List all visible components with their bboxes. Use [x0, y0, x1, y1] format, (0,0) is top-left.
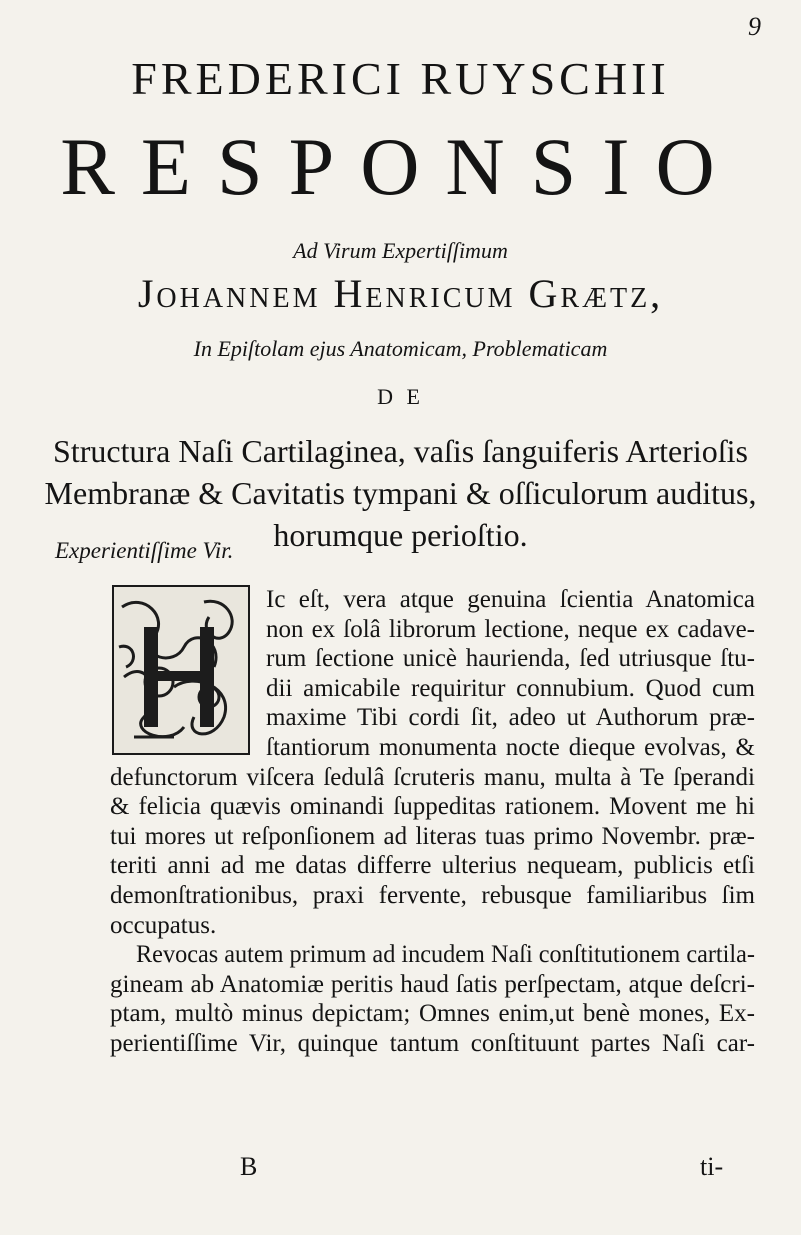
- salutation: Experientiſſime Vir.: [55, 538, 234, 563]
- text-line: non ex ſolâ librorum lectione, neque ex cadave-: [266, 615, 755, 643]
- text-line: defunctorum viſcera ſedulâ ſcruteris manu, multa à Te ſperandi: [110, 763, 755, 791]
- title-line: horumque perioſtio.: [273, 517, 528, 553]
- subject-prefix: In Epiſtolam ejus Anatomicam, Problematicam: [193, 336, 608, 361]
- body-text: [110, 585, 755, 1059]
- text-line: Revocas autem primum ad incudem Naſi conſtitutionem cartila-: [136, 941, 755, 969]
- text-line: & felicia quævis ominandi ſuppeditas rationem. Movent me hi: [110, 793, 755, 821]
- text-line: perientiſſime Vir, quinque tantum conſtituunt partes Naſi car-: [110, 1029, 755, 1057]
- de-line: D E: [377, 384, 424, 409]
- title-heading: RESPONSIO: [60, 121, 741, 212]
- text-line: gineam ab Anatomiæ peritis haud ſatis perſpectam, atque deſcri-: [110, 970, 755, 998]
- signature-mark: B: [240, 1152, 258, 1181]
- text-line: tui mores ut reſponſionem ad literas tuas primo Novembr. præ-: [110, 822, 755, 850]
- text-line: teriti anni ad me datas differre ulterius nequeam, publicis etſi: [110, 852, 755, 880]
- text-line: rum ſectione unicè haurienda, ſed utriusque ſtu-: [266, 645, 755, 673]
- title-line: Membranæ & Cavitatis tympani & oſſiculorum auditus,: [44, 475, 757, 511]
- catchword: ti-: [700, 1152, 724, 1181]
- dedication-prefix: Ad Virum Expertiſſimum: [293, 238, 508, 263]
- text-line: ptam, multò minus depictam; Omnes enim,ut benè mones, Ex-: [110, 1000, 755, 1028]
- author-heading: FREDERICI RUYSCHII: [131, 53, 670, 104]
- addressee-name: Johannem Henricum Grætz,: [137, 271, 664, 316]
- text-line: demonſtrationibus, praxi fervente, rebusque familiaribus ſim: [110, 881, 755, 909]
- text-line: dii amicabile requiritur connubium. Quod cum: [266, 674, 755, 702]
- title-line: Structura Naſi Cartilaginea, vaſis ſanguiferis Arterioſis: [53, 433, 748, 469]
- text-line: maxime Tibi cordi ſit, adeo ut Authorum præ-: [266, 704, 755, 732]
- text-line: ſtantiorum monumenta nocte dieque evolvas, &: [266, 733, 755, 761]
- page-number: 9: [748, 12, 761, 41]
- text-line: occupatus.: [110, 911, 217, 939]
- text-line: Ic eſt, vera atque genuina ſcientia Anatomica: [266, 586, 755, 613]
